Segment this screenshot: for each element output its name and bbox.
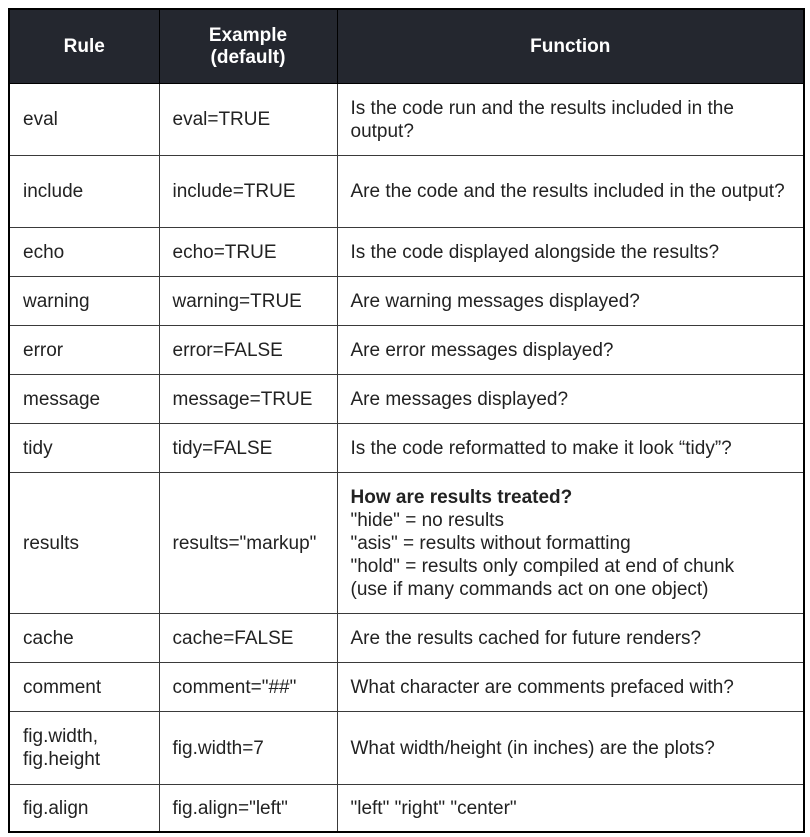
rule-cell: tidy <box>9 424 159 473</box>
example-cell: include=TRUE <box>159 156 337 228</box>
rule-cell <box>9 712 159 785</box>
example-cell: results="markup" <box>159 473 337 614</box>
rule-cell: include <box>9 156 159 228</box>
rule-cell: eval <box>9 84 159 156</box>
rule-cell: message <box>9 375 159 424</box>
table-header <box>9 9 804 84</box>
function-cell: Are the results cached for future renders? <box>337 614 804 663</box>
chunk-options-table <box>8 8 805 833</box>
example-cell: error=FALSE <box>159 326 337 375</box>
function-cell: Are messages displayed? <box>337 375 804 424</box>
rule-cell: warning <box>9 277 159 326</box>
function-cell: What character are comments prefaced with? <box>337 663 804 712</box>
table-row <box>9 785 804 833</box>
table-row <box>9 614 804 663</box>
table-row <box>9 424 804 473</box>
rule-cell: error <box>9 326 159 375</box>
rule-line: fig.width, <box>23 726 98 747</box>
function-cell: Are error messages displayed? <box>337 326 804 375</box>
function-cell: Is the code reformatted to make it look “tidy”? <box>337 424 804 473</box>
function-title: How are results treated? <box>350 486 573 508</box>
knitr-chunk-options-table-container <box>8 8 803 833</box>
header-example-line1: Example <box>208 24 288 46</box>
table-body <box>9 84 804 833</box>
header-example <box>159 9 337 84</box>
example-cell: comment="##" <box>159 663 337 712</box>
example-cell: echo=TRUE <box>159 228 337 277</box>
rule-cell: fig.align <box>9 785 159 833</box>
rule-cell: cache <box>9 614 159 663</box>
rule-line: fig.height <box>23 749 101 770</box>
table-row <box>9 473 804 614</box>
header-example-line2: (default) <box>210 46 286 68</box>
function-cell: Are the code and the results included in the output? <box>337 156 804 228</box>
table-row <box>9 712 804 785</box>
example-cell: message=TRUE <box>159 375 337 424</box>
function-cell: Are warning messages displayed? <box>337 277 804 326</box>
function-cell: Is the code displayed alongside the results? <box>337 228 804 277</box>
function-line: (use if many commands act on one object) <box>350 578 709 600</box>
function-cell: What width/height (in inches) are the plots? <box>337 712 804 785</box>
table-row <box>9 277 804 326</box>
header-rule: Rule <box>9 9 159 84</box>
example-cell: fig.width=7 <box>159 712 337 785</box>
function-cell: "left" "right" "center" <box>337 785 804 833</box>
table-row <box>9 326 804 375</box>
function-cell: Is the code run and the results included in the output? <box>337 84 804 156</box>
function-cell <box>337 473 804 614</box>
table-row <box>9 663 804 712</box>
function-line: "hide" = no results <box>350 509 504 531</box>
example-cell: warning=TRUE <box>159 277 337 326</box>
rule-cell: comment <box>9 663 159 712</box>
example-cell: fig.align="left" <box>159 785 337 833</box>
example-cell: eval=TRUE <box>159 84 337 156</box>
example-cell: cache=FALSE <box>159 614 337 663</box>
example-cell: tidy=FALSE <box>159 424 337 473</box>
table-row <box>9 156 804 228</box>
table-row <box>9 84 804 156</box>
header-function: Function <box>337 9 804 84</box>
function-line: "asis" = results without formatting <box>350 532 631 554</box>
table-row <box>9 228 804 277</box>
table-row <box>9 375 804 424</box>
rule-cell: results <box>9 473 159 614</box>
header-row <box>9 9 804 84</box>
rule-cell: echo <box>9 228 159 277</box>
function-line: "hold" = results only compiled at end of chunk <box>350 555 735 577</box>
